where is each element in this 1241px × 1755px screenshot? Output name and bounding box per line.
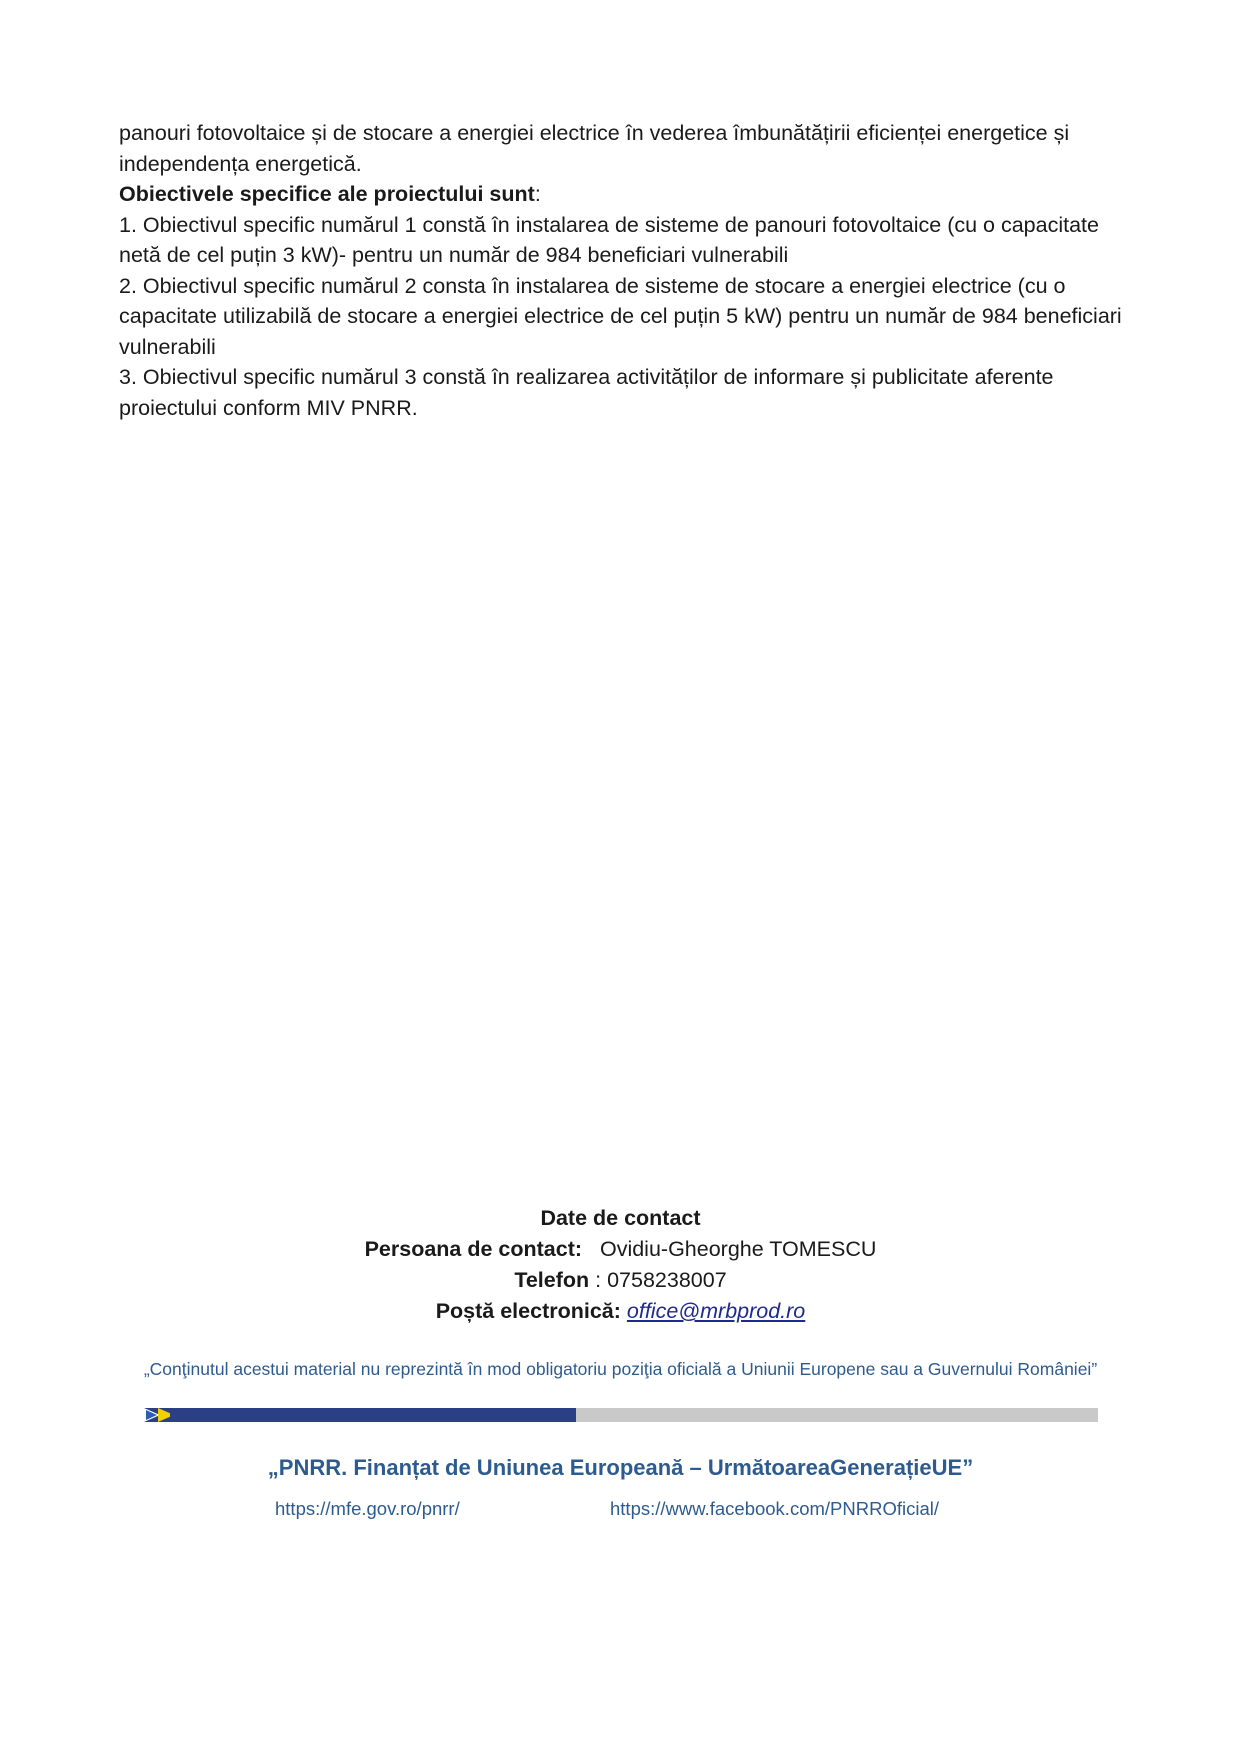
contact-section bbox=[0, 1203, 1241, 1327]
footer-bar-grey-segment bbox=[576, 1408, 1098, 1422]
facebook-link[interactable]: https://www.facebook.com/PNRROficial/ bbox=[610, 1498, 939, 1519]
objectives-heading: Obiectivele specifice ale proiectului sunt bbox=[119, 182, 535, 206]
contact-phone-line bbox=[0, 1265, 1241, 1296]
objectives-heading-line bbox=[119, 179, 1129, 210]
pnrr-slogan: „PNRR. Finanțat de Uniunea Europeană – UrmătoareaGenerațieUE” bbox=[267, 1455, 974, 1480]
footer-color-bar bbox=[144, 1408, 1098, 1422]
objective-3: 3. Obiectivul specific numărul 3 constă în realizarea activităților de informare și publicitate aferente proiectului conform MIV PNRR. bbox=[119, 365, 1054, 420]
objectives-colon: : bbox=[534, 182, 541, 206]
contact-person-value: Ovidiu-Gheorghe TOMESCU bbox=[599, 1237, 877, 1261]
arrow-flag-icon bbox=[144, 1408, 188, 1422]
objective-1: 1. Obiectivul specific numărul 1 constă în instalarea de sisteme de panouri fotovoltaice (cu o capacitate netă de cel puțin 3 kW)- pentru un număr de 984 beneficiari vulnerabili bbox=[119, 212, 1099, 267]
contact-person-line bbox=[0, 1234, 1241, 1265]
contact-phone-value: : 0758238007 bbox=[589, 1268, 727, 1292]
contact-email-line bbox=[0, 1296, 1241, 1327]
contact-email-label: Poștă electronică: bbox=[435, 1299, 621, 1323]
footer-bar-blue-segment bbox=[144, 1408, 576, 1422]
eu-disclaimer: „Conţinutul acestui material nu reprezintă în mod obligatoriu poziţia oficială a Uniunii Europene sau a Guvernului României” bbox=[143, 1359, 1098, 1379]
contact-person-label: Persoana de contact: bbox=[364, 1237, 583, 1261]
mfe-link[interactable]: https://mfe.gov.ro/pnrr/ bbox=[275, 1498, 460, 1519]
objective-2: 2. Obiectivul specific numărul 2 consta în instalarea de sisteme de stocare a energiei electrice (cu o capacitate utilizabilă de stocare a energiei electrice de cel puțin 5 kW) pentru un număr de 984 beneficiari vulnerabili bbox=[119, 273, 1122, 359]
contact-email-link[interactable]: office@mrbprod.ro bbox=[626, 1299, 806, 1323]
contact-title: Date de contact bbox=[540, 1206, 701, 1230]
intro-paragraph: panouri fotovoltaice și de stocare a energiei electrice în vederea îmbunătățirii eficienței energetice și independența energetică. bbox=[119, 121, 1070, 176]
document-body bbox=[119, 118, 1129, 423]
contact-phone-label: Telefon bbox=[514, 1268, 590, 1292]
contact-title-line bbox=[0, 1203, 1241, 1234]
